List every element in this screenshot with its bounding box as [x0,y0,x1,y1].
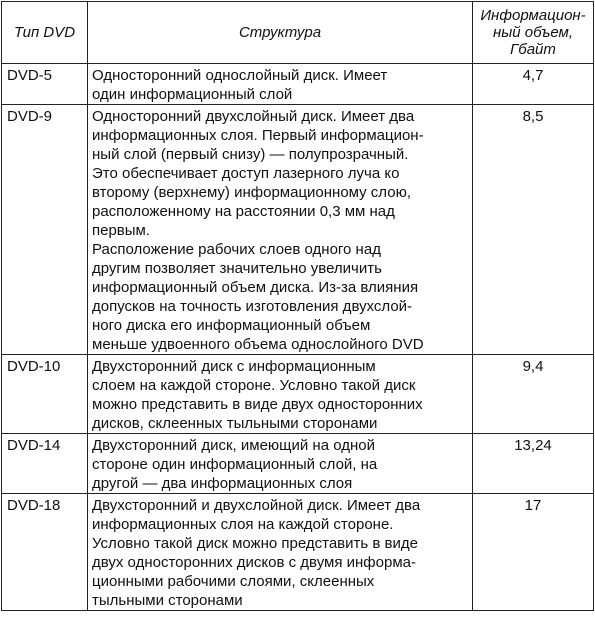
header-structure: Структура [88,2,473,64]
structure-line: другим позволяет значительно увеличить [92,260,382,277]
table-row [2,434,594,494]
structure-line: первым. [92,222,151,239]
structure-line: Двухсторонний диск, имеющий на одной [92,437,375,454]
structure-line: стороне один информационный слой, на [92,456,378,473]
dvd-types-table [1,1,594,611]
structure-line: Двухсторонний и двухслойной диск. Имеет два [92,497,421,514]
structure-line: Это обеспечивает доступ лазерного луча ко [92,165,400,182]
header-type: Тип DVD [2,2,88,64]
structure-line: другой — два информационных слоя [92,475,353,492]
header-capacity [473,2,594,64]
structure-line: Условно такой диск можно представить в виде [92,535,418,552]
structure-line: допусков на точность изготовления двухслой- [92,298,413,315]
table-row [2,494,594,611]
structure-line: слоем на каждой стороне. Условно такой диск [92,377,416,394]
structure-line: информационных слоя. Первый информацион- [92,127,424,144]
structure-line: один информационный слой [92,86,293,103]
table-row [2,105,594,355]
structure-line: Двухсторонний диск с информационным [92,358,376,375]
structure-line: тыльными сторонами [92,592,243,609]
structure-line: Расположение рабочих слоев одного над [92,241,381,258]
cell-capacity: 13,24 [473,434,594,494]
cell-dvd-type: DVD-10 [2,355,88,434]
structure-line: ционными рабочими слоями, склеенных [92,573,375,590]
structure-line: дисков, склеенных тыльными сторонами [92,415,378,432]
structure-line: информационных слоя на каждой стороне. [92,516,394,533]
cell-dvd-type: DVD-9 [2,105,88,355]
cell-structure [88,434,473,494]
cell-dvd-type: DVD-5 [2,64,88,105]
cell-structure [88,355,473,434]
table-row [2,64,594,105]
cell-dvd-type: DVD-18 [2,494,88,611]
header-capacity-line: Гбайт [510,41,556,58]
table-row [2,355,594,434]
structure-line: можно представить в виде двух односторонних [92,396,423,413]
cell-structure [88,64,473,105]
structure-line: ного диска его информационный объем [92,317,371,334]
structure-line: расположенному на расстоянии 0,3 мм над [92,203,395,220]
header-capacity-line: ный объем, [492,24,574,41]
cell-capacity: 8,5 [473,105,594,355]
cell-dvd-type: DVD-14 [2,434,88,494]
cell-capacity: 4,7 [473,64,594,105]
cell-structure [88,494,473,611]
structure-line: второму (верхнему) информационному слою, [92,184,411,201]
structure-line: информационный объем диска. Из-за влияния [92,279,419,296]
structure-line: Односторонний однослойный диск. Имеет [92,67,388,84]
cell-capacity: 17 [473,494,594,611]
header-capacity-line: Информацион- [480,7,586,24]
structure-line: двух односторонних дисков с двумя информа- [92,554,416,571]
cell-capacity: 9,4 [473,355,594,434]
header-row [2,2,594,64]
structure-line: Односторонний двухслойный диск. Имеет два [92,108,415,125]
structure-line: меньше удвоенного объема однослойного DVD [92,336,424,353]
cell-structure [88,105,473,355]
structure-line: ный слой (первый снизу) — полупрозрачный. [92,146,409,163]
